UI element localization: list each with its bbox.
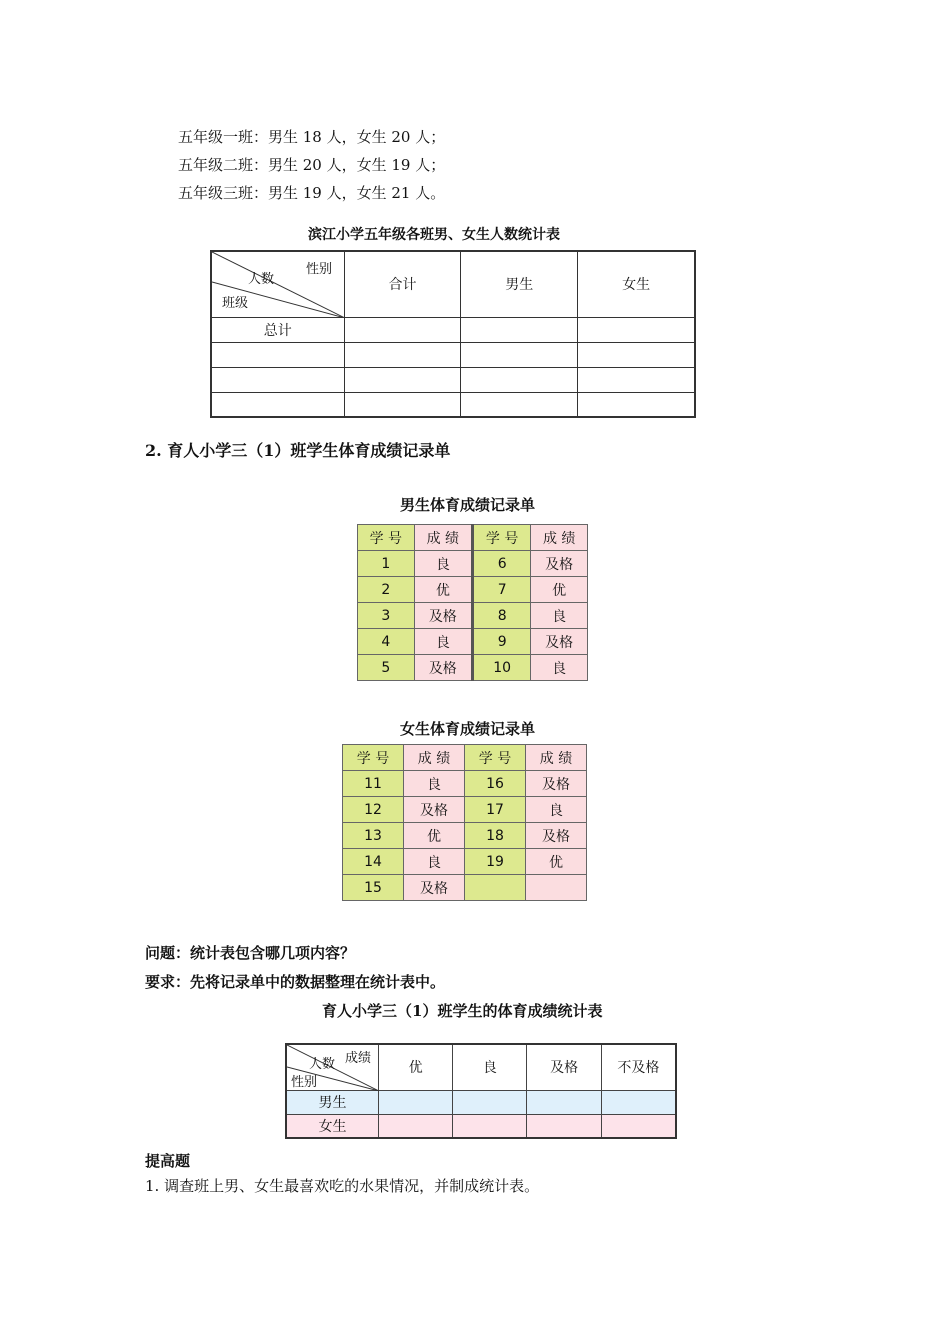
advanced-title: 提高题: [145, 1152, 191, 1170]
col-id-header: 学 号: [472, 525, 530, 551]
record-id: 11: [343, 771, 404, 797]
table-cell: [578, 367, 695, 392]
table-cell: [379, 1114, 453, 1138]
diag-mid-label: 人数: [309, 1057, 336, 1072]
record-id: 17: [465, 797, 526, 823]
record-grade: [526, 875, 587, 901]
record-id: 7: [472, 577, 530, 603]
col-id-header: 学 号: [465, 745, 526, 771]
col-grade-header: 成 绩: [526, 745, 587, 771]
record-id: 19: [465, 849, 526, 875]
record-grade: 良: [404, 771, 465, 797]
record-id: 6: [472, 551, 530, 577]
header-excellent: 优: [379, 1044, 453, 1090]
intro-line-2: 五年级二班：男生 20 人，女生 19 人；: [178, 156, 446, 174]
header-boys: 男生: [461, 251, 578, 317]
table-cell: [453, 1090, 527, 1114]
table-cell: [344, 392, 461, 417]
table-cell: [461, 342, 578, 367]
record-grade: 良: [531, 655, 588, 681]
header-total: 合计: [344, 251, 461, 317]
table-cell: [211, 342, 344, 367]
record-grade: 及格: [404, 797, 465, 823]
header-girls: 女生: [578, 251, 695, 317]
record-id: 3: [358, 603, 415, 629]
diag-top-label: 性别: [306, 262, 333, 277]
record-grade: 及格: [531, 551, 588, 577]
diag-top-label: 成绩: [345, 1051, 372, 1066]
girls-record-table: [342, 744, 587, 901]
record-id: 16: [465, 771, 526, 797]
diagonal-header-cell: [286, 1044, 379, 1090]
diag-bottom-label: 性别: [291, 1075, 318, 1090]
intro-line-3: 五年级三班：男生 19 人，女生 21 人。: [178, 184, 446, 202]
table-cell: [578, 342, 695, 367]
table-cell: [601, 1114, 676, 1138]
table-cell: [211, 367, 344, 392]
total-row-label: 总计: [211, 317, 344, 342]
record-id: 2: [358, 577, 415, 603]
table1-title: 滨江小学五年级各班男、女生人数统计表: [308, 227, 560, 243]
record-grade: 及格: [526, 771, 587, 797]
advanced-question-1: 1. 调查班上男、女生最喜欢吃的水果情况，并制成统计表。: [145, 1177, 540, 1195]
grade-stat-table: [285, 1043, 677, 1139]
question-text: 问题：统计表包含哪几项内容？: [145, 944, 356, 962]
intro-line-1: 五年级一班：男生 18 人，女生 20 人；: [178, 128, 446, 146]
record-grade: 良: [531, 603, 588, 629]
table2-title: 育人小学三（1）班学生的体育成绩统计表: [322, 1002, 603, 1020]
table-cell: [461, 317, 578, 342]
row-label-boys: 男生: [286, 1090, 379, 1114]
requirement-text: 要求：先将记录单中的数据整理在统计表中。: [145, 973, 446, 991]
record-id: [465, 875, 526, 901]
table-cell: [461, 392, 578, 417]
record-grade: 优: [531, 577, 588, 603]
col-id-header: 学 号: [343, 745, 404, 771]
record-grade: 及格: [404, 875, 465, 901]
boys-record-table: [357, 524, 588, 681]
boys-record-title: 男生体育成绩记录单: [400, 496, 536, 514]
record-id: 9: [472, 629, 530, 655]
record-id: 12: [343, 797, 404, 823]
record-grade: 优: [404, 823, 465, 849]
record-grade: 良: [404, 849, 465, 875]
table-cell: [601, 1090, 676, 1114]
diag-mid-label: 人数: [248, 272, 275, 287]
record-grade: 优: [526, 849, 587, 875]
record-id: 15: [343, 875, 404, 901]
class-count-table: [210, 250, 696, 418]
diag-bottom-label: 班级: [222, 296, 249, 311]
header-pass: 及格: [527, 1044, 601, 1090]
record-id: 8: [472, 603, 530, 629]
record-grade: 良: [414, 629, 472, 655]
table-cell: [527, 1090, 601, 1114]
table-cell: [461, 367, 578, 392]
table-cell: [344, 317, 461, 342]
row-label-girls: 女生: [286, 1114, 379, 1138]
record-id: 18: [465, 823, 526, 849]
table-cell: [344, 342, 461, 367]
record-id: 13: [343, 823, 404, 849]
table-cell: [578, 317, 695, 342]
girls-record-title: 女生体育成绩记录单: [400, 720, 536, 738]
header-good: 良: [453, 1044, 527, 1090]
col-grade-header: 成 绩: [414, 525, 472, 551]
col-grade-header: 成 绩: [404, 745, 465, 771]
table-cell: [453, 1114, 527, 1138]
record-grade: 及格: [526, 823, 587, 849]
table-cell: [527, 1114, 601, 1138]
table-cell: [379, 1090, 453, 1114]
record-id: 10: [472, 655, 530, 681]
diagonal-header-cell: [211, 251, 344, 317]
record-grade: 及格: [414, 603, 472, 629]
record-grade: 良: [526, 797, 587, 823]
record-id: 4: [358, 629, 415, 655]
record-id: 1: [358, 551, 415, 577]
record-grade: 优: [414, 577, 472, 603]
col-grade-header: 成 绩: [531, 525, 588, 551]
record-id: 14: [343, 849, 404, 875]
record-grade: 及格: [531, 629, 588, 655]
record-id: 5: [358, 655, 415, 681]
table-cell: [211, 392, 344, 417]
header-fail: 不及格: [601, 1044, 676, 1090]
record-grade: 及格: [414, 655, 472, 681]
table-cell: [344, 367, 461, 392]
table-cell: [578, 392, 695, 417]
col-id-header: 学 号: [358, 525, 415, 551]
section2-title: 2. 育人小学三（1）班学生体育成绩记录单: [145, 441, 451, 460]
record-grade: 良: [414, 551, 472, 577]
